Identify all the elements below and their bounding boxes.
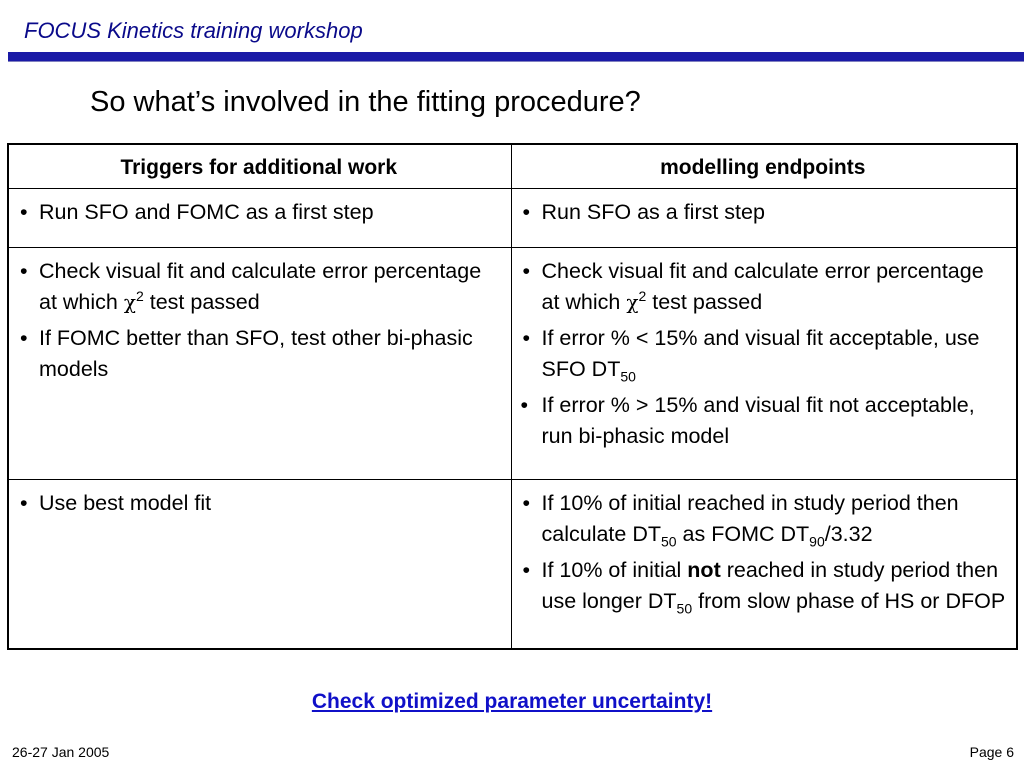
footer-date: 26-27 Jan 2005: [12, 744, 110, 760]
uncertainty-link[interactable]: Check optimized parameter uncertainty!: [311, 690, 713, 713]
emphasis-not: not: [687, 558, 721, 582]
bullet-text-part: reached in study period then use longer DT: [541, 558, 999, 613]
header-divider: [8, 52, 1024, 61]
bullet-text: [542, 323, 1007, 385]
bullet-icon: •: [522, 259, 531, 283]
table-cell: [8, 189, 511, 248]
column-header-endpoints: modelling endpoints: [511, 144, 1017, 189]
bullet-icon: •: [20, 259, 28, 283]
bullet-item: [17, 488, 501, 519]
page-number: Page 6: [969, 744, 1014, 760]
bullet-icon: •: [20, 200, 28, 224]
bullet-text-part: /3.32: [824, 522, 873, 546]
bullet-text: If FOMC better than SFO, test other bi-phasic models: [39, 326, 473, 381]
subscript: 50: [676, 600, 693, 617]
bullet-text: [542, 555, 1007, 617]
table-cell: [8, 248, 511, 480]
superscript: 2: [135, 287, 144, 304]
table-row: [8, 248, 1017, 480]
bullet-text-part: test passed: [646, 290, 763, 314]
bullet-text: [542, 488, 1007, 550]
table-cell: [511, 189, 1017, 248]
bullet-text: Use best model fit: [39, 491, 212, 515]
bullet-text: [542, 256, 1007, 318]
table-cell: [511, 248, 1017, 480]
table-header-row: [8, 144, 1017, 189]
table-cell: [8, 480, 511, 650]
bullet-icon: •: [520, 393, 529, 417]
bullet-text-part: Check visual fit and calculate error percentage at which: [541, 259, 984, 314]
chi-symbol: χ: [123, 290, 136, 314]
bullet-text-part: If error % < 15% and visual fit acceptable, use SFO DT: [541, 326, 980, 381]
bullet-icon: •: [522, 491, 531, 515]
bullet-item: [520, 488, 1007, 550]
bullet-icon: •: [522, 326, 531, 350]
bullet-item: [520, 390, 1007, 452]
table-row: [8, 480, 1017, 650]
bullet-text: Run SFO and FOMC as a first step: [39, 200, 374, 224]
bullet-item: [520, 323, 1007, 385]
bullet-icon: •: [20, 326, 28, 350]
bullet-text-part: If 10% of initial reached in study period then calculate DT: [541, 491, 959, 546]
bullet-text-part: Check visual fit and calculate error percentage at which: [39, 259, 482, 314]
table-row: [8, 189, 1017, 248]
bullet-icon: •: [522, 200, 531, 224]
table-cell: [511, 480, 1017, 650]
superscript: 2: [638, 287, 647, 304]
bullet-icon: •: [522, 558, 531, 582]
bullet-text-part: test passed: [143, 290, 260, 314]
subscript: 50: [620, 368, 636, 385]
column-header-triggers: Triggers for additional work: [8, 144, 511, 189]
content-table: [7, 143, 1018, 650]
bullet-icon: •: [20, 491, 28, 515]
bullet-text-part: If 10% of initial: [541, 558, 688, 582]
subscript: 90: [809, 533, 825, 550]
bullet-item: [520, 197, 1007, 228]
chi-symbol: χ: [626, 290, 639, 314]
bullet-text: Run SFO as a first step: [541, 200, 765, 224]
bullet-text-part: from slow phase of HS or DFOP: [692, 589, 1006, 613]
bullet-item: [17, 197, 501, 228]
bullet-text-part: as FOMC DT: [676, 522, 810, 546]
bullet-text: If error % > 15% and visual fit not acceptable, run bi-phasic model: [541, 393, 975, 448]
bullet-item: [17, 256, 501, 318]
bullet-text: [39, 256, 501, 318]
bullet-item: [520, 256, 1007, 318]
bullet-item: [17, 323, 501, 385]
header-title: FOCUS Kinetics training workshop: [24, 18, 363, 43]
slide-title: So what’s involved in the fitting procedure?: [90, 86, 641, 118]
subscript: 50: [661, 533, 677, 550]
bullet-item: [520, 555, 1007, 617]
